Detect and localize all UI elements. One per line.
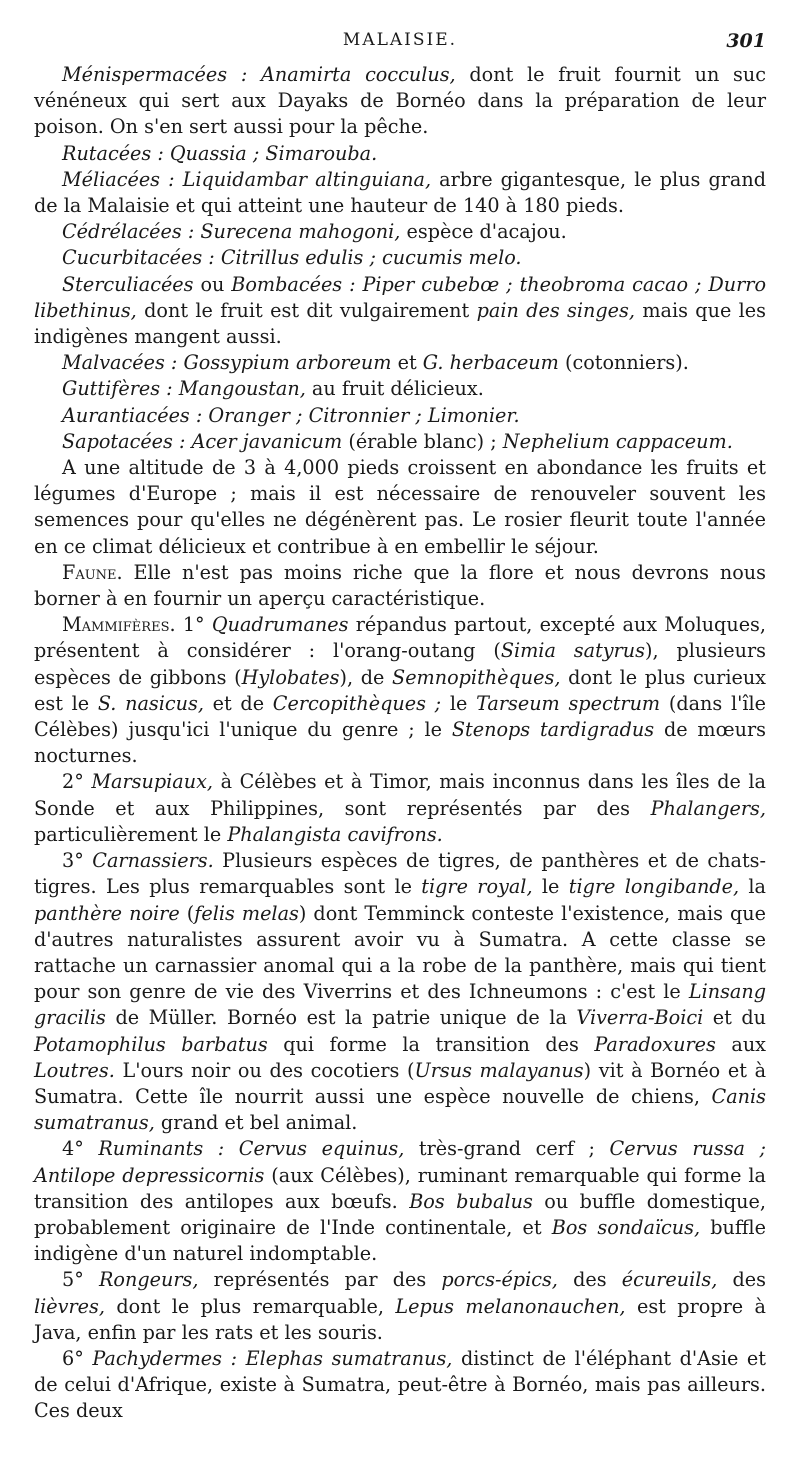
text-run: dont le plus remarquable, <box>104 1294 396 1318</box>
text-run: 4° <box>62 1137 99 1161</box>
italic-run: Loutres. <box>34 1058 115 1082</box>
running-title: MALAISIE. <box>342 30 458 50</box>
text-run: particulièrement le <box>34 822 228 846</box>
paragraph <box>34 245 766 271</box>
paragraph <box>34 219 766 245</box>
paragraph <box>34 62 766 141</box>
paragraph <box>34 376 766 402</box>
text-run: buffle indigène d'un naturel indomptable. <box>34 1215 766 1266</box>
text-run: 2° <box>62 770 92 794</box>
small-caps-run: Mammifères. <box>62 613 176 637</box>
text-run: Plusieurs espèces de tigres, de panthères et de chats-tigres. Les plus remarquables sont le <box>34 849 767 899</box>
paragraph <box>34 272 766 351</box>
paragraph <box>34 1136 766 1267</box>
italic-run: Bos sondaïcus, <box>551 1215 701 1239</box>
italic-run: Cédrélacées : Surecena mahogoni, <box>62 220 401 244</box>
italic-run: Tarseum spectrum <box>476 691 661 715</box>
text-run: arbre gigantesque, le plus grand de la Malaisie et qui atteint une hauteur de 140 à 180 pieds. <box>34 167 766 218</box>
text-run: ), de <box>339 665 393 689</box>
paragraph <box>34 429 766 455</box>
text-run: à Célèbes et à Timor, mais inconnus dans les îles de la Sonde et aux Philippines, sont représentés par des <box>34 770 766 820</box>
text-run: ) vit à Bornéo et à Sumatra. Cette île nourrit aussi une espèce nouvelle de chiens, <box>34 1058 767 1108</box>
text-run: de mœurs nocturnes. <box>34 718 766 768</box>
italic-run: Lepus melanonauchen, <box>395 1294 626 1318</box>
text-run: et de <box>203 691 273 715</box>
text-run: mais que les indigènes mangent aussi. <box>34 298 766 349</box>
italic-run: G. herbaceum <box>422 351 559 375</box>
text-run: 3° <box>62 849 93 873</box>
text-run: ( <box>179 901 195 925</box>
italic-run: tigre longibande, <box>568 875 740 899</box>
italic-run: S. nasicus, <box>97 691 204 715</box>
paragraph <box>34 167 766 219</box>
italic-run: Potamophilus barbatus <box>34 1032 268 1056</box>
italic-run: tigre royal, <box>421 875 533 899</box>
italic-run: panthère noire <box>34 901 180 925</box>
paragraph <box>34 848 766 1136</box>
paragraph <box>34 612 766 769</box>
italic-run: lièvres, <box>34 1294 105 1318</box>
text-run: Elle n'est pas moins riche que la flore et nous devrons nous borner à en fournir un aperçu caractéristique. <box>34 560 766 611</box>
text-run: au fruit délicieux. <box>305 377 484 401</box>
italic-run: Pachydermes : Elephas sumatranus, <box>92 1346 453 1370</box>
italic-run: Rutacées : Quassia ; Simarouba. <box>62 141 378 165</box>
italic-run: Aurantiacées : Oranger ; Citronnier ; Limonier. <box>62 403 520 427</box>
italic-run: Méliacées : Liquidambar altinguiana, <box>62 167 432 191</box>
text-run: aux <box>715 1032 766 1056</box>
text-run: la <box>739 875 766 899</box>
italic-run: Rongeurs, <box>98 1268 199 1292</box>
text-run: L'ours noir ou des cocotiers ( <box>114 1058 415 1082</box>
italic-run: felis melas <box>194 901 299 925</box>
text-run: grand et bel animal. <box>154 1111 358 1135</box>
text-run: distinct de l'éléphant d'Asie et de celui d'Afrique, existe à Sumatra, peut-être à Bornéo, mais pas ailleurs. Ces deux <box>34 1346 766 1423</box>
italic-run: Cercopithèques ; <box>272 691 442 715</box>
italic-run: Malvacées : Gossypium arboreum <box>62 351 392 375</box>
italic-run: Paradoxures <box>594 1032 716 1056</box>
italic-run: Carnassiers. <box>92 849 214 873</box>
italic-run: Canis sumatranus, <box>34 1084 766 1135</box>
italic-run: Sterculiacées <box>62 272 194 296</box>
page-body <box>34 62 766 1425</box>
italic-run: Linsang gracilis <box>34 980 766 1030</box>
italic-run: Bos bubalus <box>409 1189 533 1213</box>
text-run: des <box>557 1268 622 1292</box>
italic-run: Semnopithèques, <box>392 665 561 689</box>
text-run: est propre à Java, enfin par les rats et les souris. <box>34 1294 766 1344</box>
text-run: A une altitude de 3 à 4,000 pieds croissent en abondance les fruits et légumes d'Europe ; mais il est nécessaire de renouveler souvent les semences pour qu'elles ne dégénèrent pas. Le rosier fleurit toute l'année en ce climat délicieux et contribue à en embellir le séjour. <box>34 456 766 558</box>
italic-run: Cervus russa ; Antilope depressicornis <box>34 1137 767 1187</box>
text-run: (érable blanc) ; <box>342 429 503 453</box>
text-run: et du <box>703 1006 766 1030</box>
text-run: très-grand cerf ; <box>404 1137 610 1161</box>
text-run: espèce d'acajou. <box>400 220 567 244</box>
text-run: ou <box>193 272 232 296</box>
italic-run: porcs-épics, <box>441 1268 558 1292</box>
italic-run: Marsupiaux, <box>91 770 213 794</box>
text-run: 6° <box>62 1346 93 1370</box>
text-run: 5° <box>62 1268 99 1292</box>
page-number: 301 <box>726 30 766 52</box>
text-run: le <box>532 875 569 899</box>
text-run: de Müller. Bornéo est la patrie unique de la <box>105 1006 577 1030</box>
small-caps-run: Faune. <box>62 560 123 584</box>
italic-run: Nephelium cappaceum. <box>502 429 733 453</box>
text-run: des <box>717 1268 767 1292</box>
paragraph <box>34 141 766 167</box>
text-run: ) dont Temminck conteste l'existence, mais que d'autres naturalistes assurent avoir vu à Sumatra. A cette classe se rattache un carnassier anomal qui a la robe de la panthère, mais qui tient pour son genre de vie des Viverrins et des Ichneumons : c'est le <box>34 901 767 1004</box>
italic-run: Sapotacées : Acer javanicum <box>62 429 343 453</box>
paragraph <box>34 455 766 560</box>
italic-run: Phalangers, <box>650 796 766 820</box>
text-run: dont le fruit est dit vulgairement <box>136 298 477 322</box>
paragraph <box>34 350 766 376</box>
italic-run: Hylobates <box>241 665 340 689</box>
paragraph <box>34 769 766 848</box>
text-run: 1° <box>175 613 212 637</box>
paragraph <box>34 1346 766 1425</box>
italic-run: Bombacées : Piper cubebœ ; theobroma cacao ; Durro libethinus, <box>34 272 766 322</box>
italic-run: écureuils, <box>621 1268 718 1292</box>
text-run: (aux Célèbes), ruminant remarquable qui forme la transition des antilopes aux bœufs. <box>34 1163 766 1213</box>
italic-run: Ménispermacées : Anamirta cocculus, <box>62 63 456 86</box>
italic-run: Cucurbitacées : Citrillus edulis ; cucumis melo. <box>62 246 522 270</box>
italic-run: Ursus malayanus <box>414 1058 584 1082</box>
text-run: et <box>391 351 423 375</box>
paragraph <box>34 1267 766 1346</box>
italic-run: Phalangista cavifrons. <box>227 822 443 846</box>
italic-run: Ruminants : Cervus equinus, <box>98 1137 405 1161</box>
text-run: dont le plus curieux est le <box>34 665 766 715</box>
italic-run: Viverra-Boici <box>576 1006 704 1030</box>
text-run: qui forme la transition des <box>267 1032 595 1056</box>
italic-run: Quadrumanes <box>211 613 349 637</box>
text-run: (cotonniers). <box>558 351 689 375</box>
text-run: représentés par des <box>198 1268 442 1292</box>
page-header <box>34 30 766 56</box>
text-run: dont le fruit fournit un suc vénéneux qui sert aux Dayaks de Bornéo dans la préparation de leur poison. On s'en sert aussi pour la pêche. <box>34 63 766 139</box>
italic-run: Guttifères : Mangoustan, <box>62 377 306 401</box>
text-run: répandus partout, excepté aux Moluques, présentent à considérer : l'orang-outang ( <box>34 613 767 663</box>
paragraph <box>34 403 766 429</box>
italic-run: pain des singes, <box>476 298 635 322</box>
italic-run: Simia satyrus <box>500 639 646 663</box>
italic-run: Stenops tardigradus <box>451 718 655 742</box>
text-run: ou buffle domestique, probablement originaire de l'Inde continentale, et <box>34 1189 766 1239</box>
paragraph <box>34 560 766 612</box>
text-run: ), plusieurs espèces de gibbons ( <box>34 639 767 689</box>
text-run: (dans l'île Célèbes) jusqu'ici l'unique du genre ; le <box>34 691 766 742</box>
text-run: le <box>441 691 477 715</box>
